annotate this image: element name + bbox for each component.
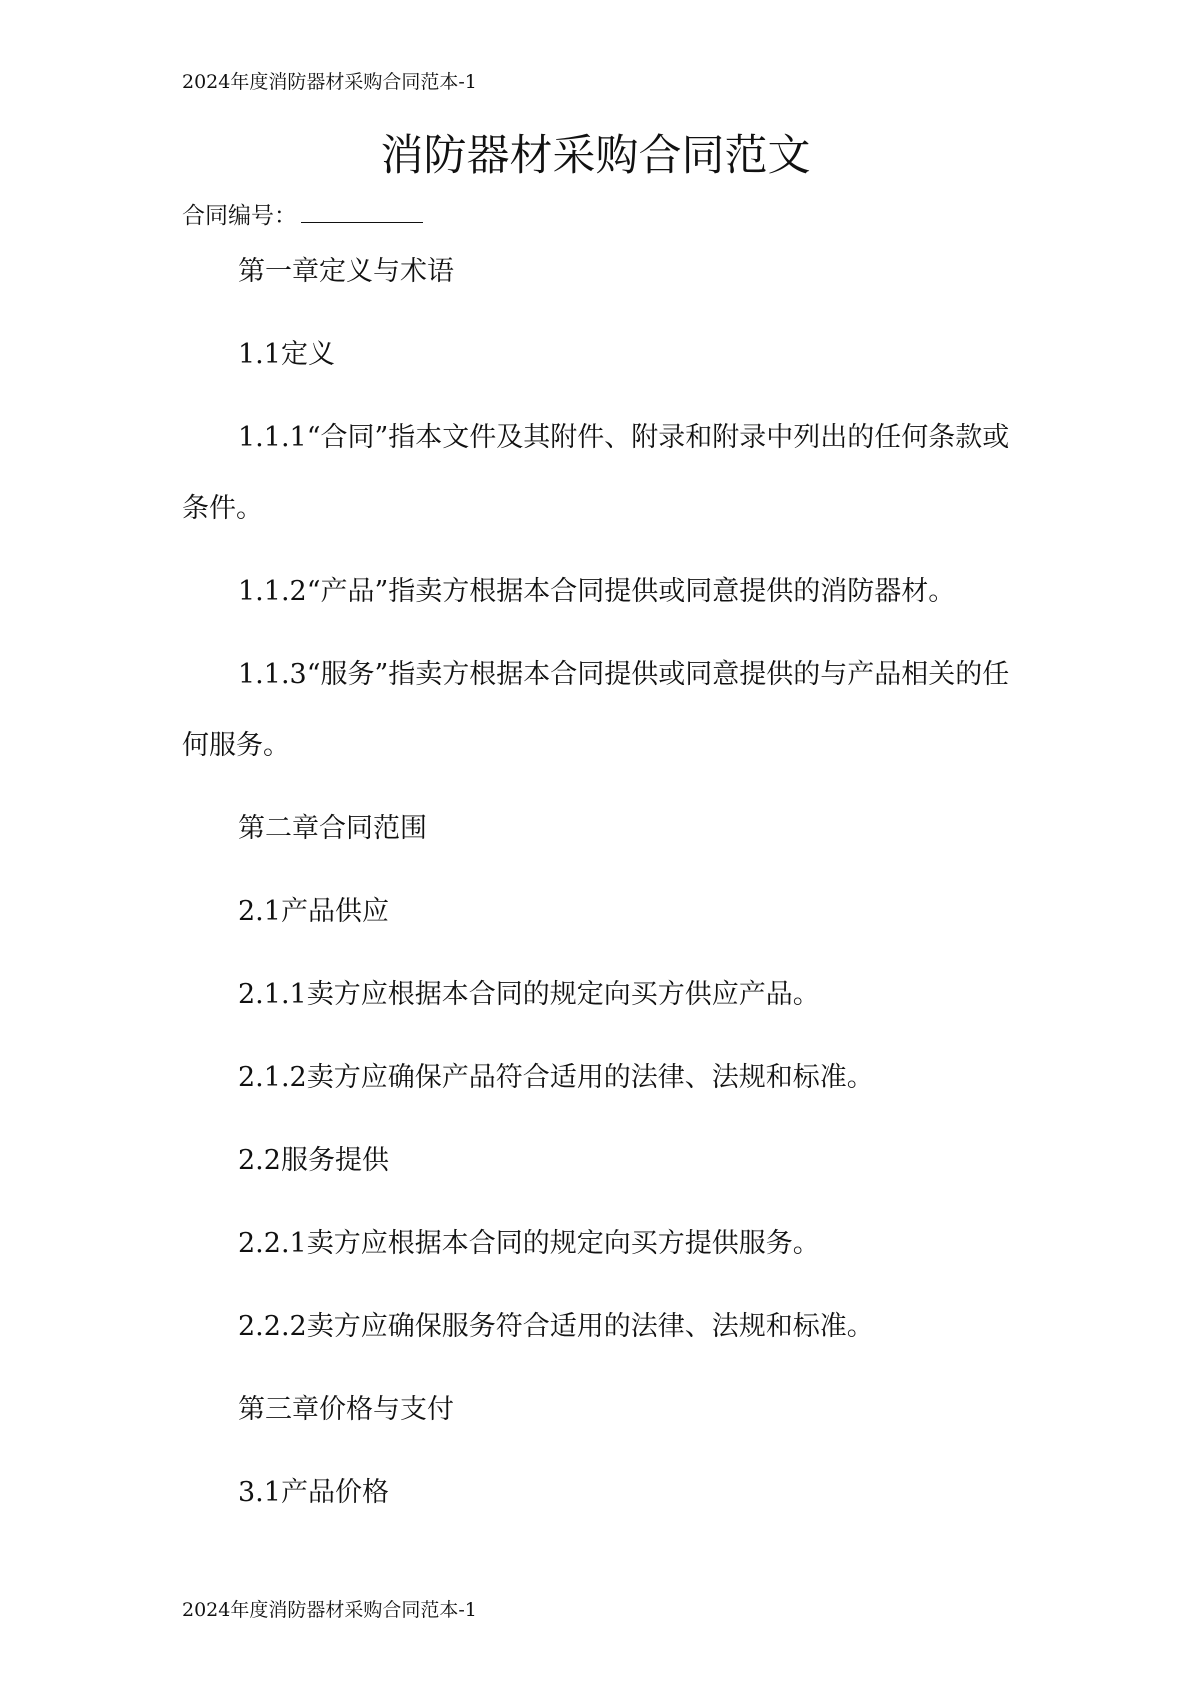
running-footer: 2024年度消防器材采购合同范本-1 [182,1599,477,1621]
contract-number-blank [301,200,423,223]
clause-2-1-1: 2.1.1卖方应根据本合同的规定向买方供应产品。 [238,979,820,1010]
section-3-1-heading: 3.1产品价格 [238,1477,389,1508]
clause-2-2-2: 2.2.2卖方应确保服务符合适用的法律、法规和标准。 [238,1311,874,1342]
clause-1-1-1: 1.1.1“合同”指本文件及其附件、附录和附录中列出的任何条款或条件。 [182,422,1010,524]
section-2-1-heading: 2.1产品供应 [238,896,389,927]
clause-1-1-3: 1.1.3“服务”指卖方根据本合同提供或同意提供的与产品相关的任何服务。 [182,659,1010,761]
chapter-3-heading: 第三章价格与支付 [238,1394,454,1425]
document-title: 消防器材采购合同范文 [380,131,811,181]
chapter-2-heading: 第二章合同范围 [238,813,427,844]
section-2-2-heading: 2.2服务提供 [238,1145,389,1176]
clause-2-1-2: 2.1.2卖方应确保产品符合适用的法律、法规和标准。 [238,1062,874,1093]
section-1-1-heading: 1.1定义 [238,339,335,370]
chapter-1-heading: 第一章定义与术语 [238,256,454,287]
contract-number-line [182,200,423,231]
running-header: 2024年度消防器材采购合同范本-1 [182,71,477,93]
clause-1-1-2: 1.1.2“产品”指卖方根据本合同提供或同意提供的消防器材。 [238,576,956,607]
document-body [182,236,1012,1528]
clause-2-2-1: 2.2.1卖方应根据本合同的规定向买方提供服务。 [238,1228,820,1259]
contract-number-label: 合同编号： [182,203,297,229]
